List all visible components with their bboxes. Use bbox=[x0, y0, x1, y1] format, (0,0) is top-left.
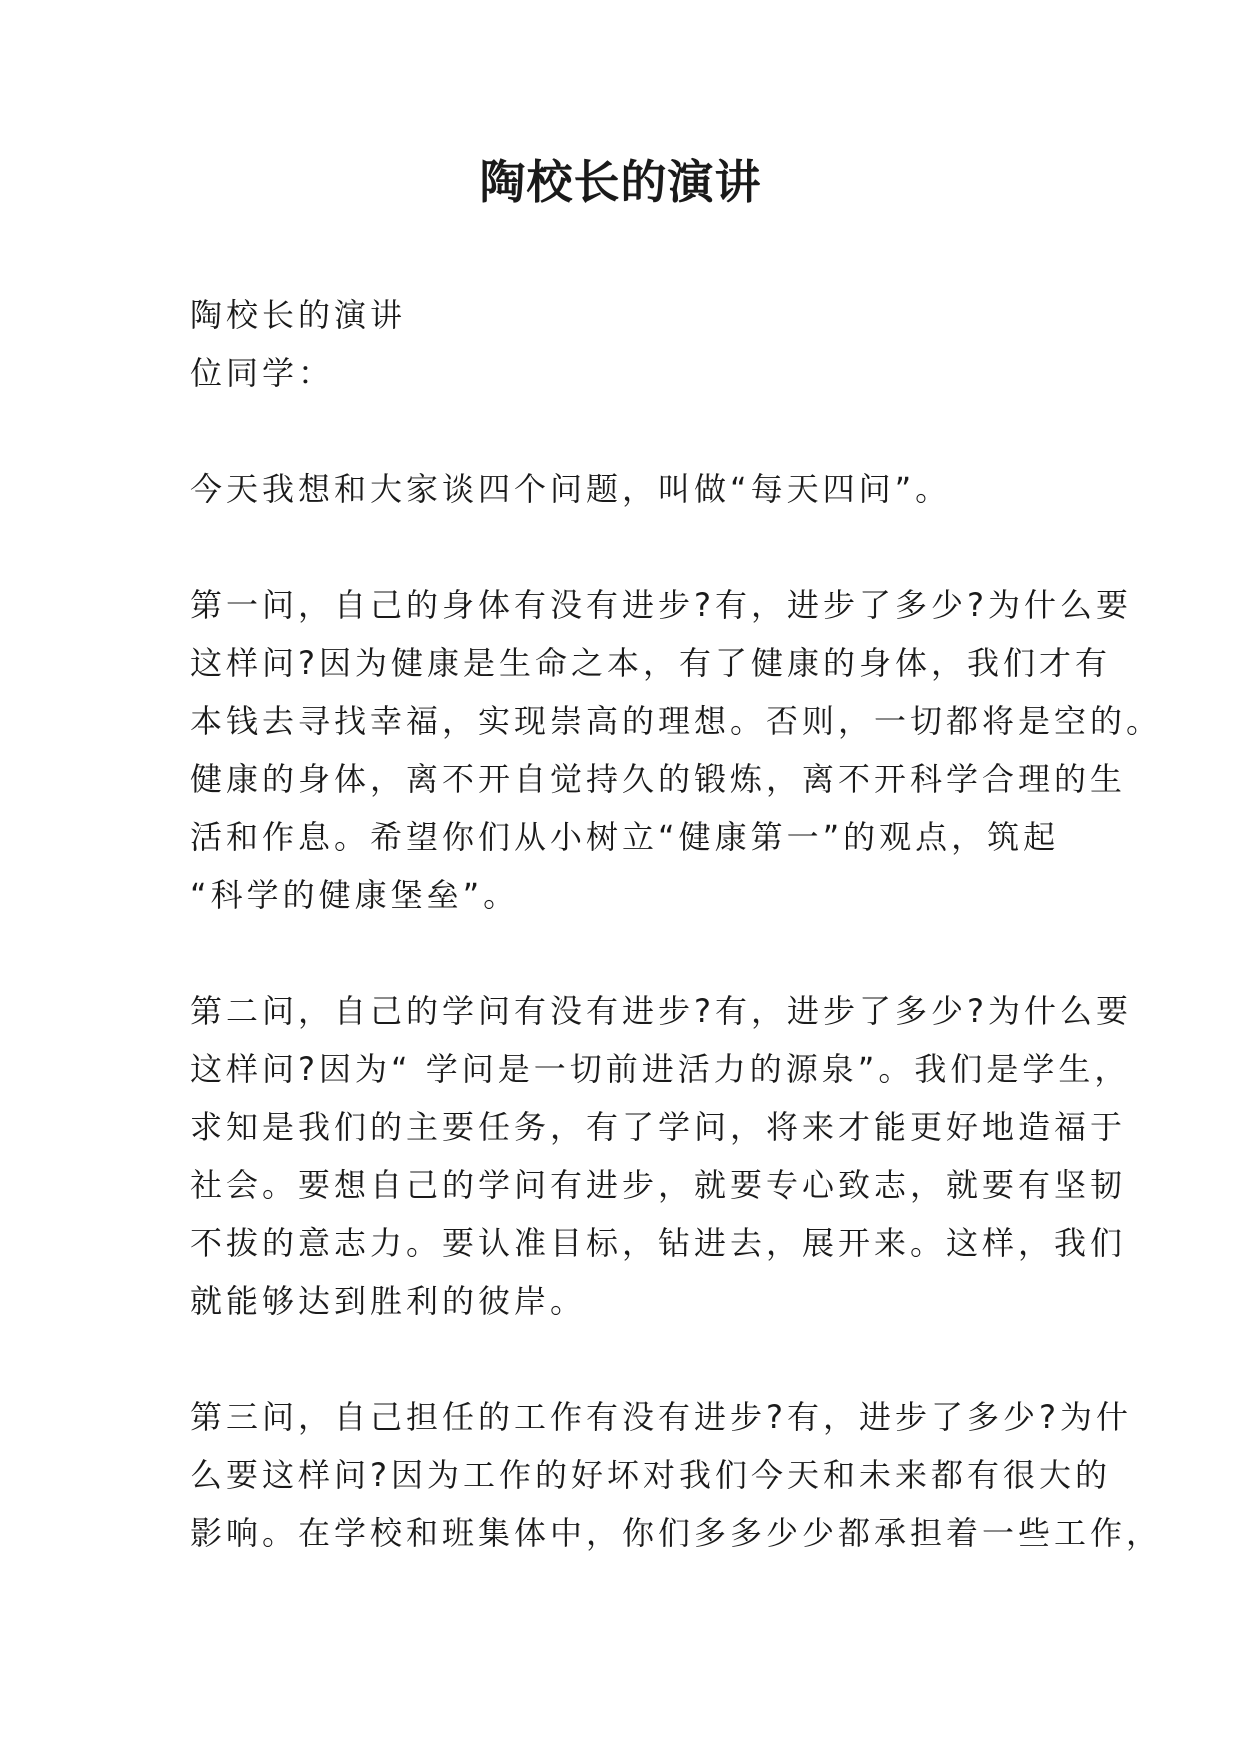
document-body bbox=[190, 286, 1163, 1562]
text-line: “科学的健康堡垒”。 bbox=[190, 876, 520, 914]
text-line: 不拔的意志力。要认准目标，钻进去，展开来。这样，我们 bbox=[190, 1224, 1127, 1262]
text-line: 位同学： bbox=[190, 354, 335, 392]
text-line: 第三问，自己担任的工作有没有进步?有，进步了多少?为什 bbox=[190, 1398, 1132, 1436]
text-line: 么要这样问?因为工作的好坏对我们今天和未来都有很大的 bbox=[190, 1456, 1111, 1494]
document-title: 陶校长的演讲 bbox=[479, 155, 762, 209]
text-line: 陶校长的演讲 bbox=[190, 296, 407, 334]
text-line: 本钱去寻找幸福，实现崇高的理想。否则，一切都将是空的。 bbox=[190, 702, 1163, 740]
text-line: 求知是我们的主要任务，有了学问，将来才能更好地造福于 bbox=[190, 1108, 1127, 1146]
text-line: 第二问，自己的学问有没有进步?有，进步了多少?为什么要 bbox=[190, 992, 1132, 1030]
text-line: 活和作息。希望你们从小树立“健康第一”的观点，筑起 bbox=[190, 818, 1060, 856]
text-line: 健康的身体，离不开自觉持久的锻炼，离不开科学合理的生 bbox=[190, 760, 1127, 798]
text-line: 第一问，自己的身体有没有进步?有，进步了多少?为什么要 bbox=[190, 586, 1132, 624]
text-line: 社会。要想自己的学问有进步，就要专心致志，就要有坚韧 bbox=[190, 1166, 1127, 1204]
paragraph-spacer bbox=[190, 402, 1060, 460]
paragraph-spacer bbox=[190, 924, 1060, 982]
paragraph-spacer bbox=[190, 518, 1060, 576]
paragraph-spacer bbox=[190, 1330, 1060, 1388]
text-line: 这样问?因为“ 学问是一切前进活力的源泉”。我们是学生， bbox=[190, 1050, 1131, 1088]
text-line: 就能够达到胜利的彼岸。 bbox=[190, 1282, 587, 1320]
text-line: 影响。在学校和班集体中，你们多多少少都承担着一些工作， bbox=[190, 1514, 1163, 1552]
text-line: 这样问?因为健康是生命之本，有了健康的身体，我们才有 bbox=[190, 644, 1111, 682]
text-line: 今天我想和大家谈四个问题，叫做“每天四问”。 bbox=[190, 470, 952, 508]
